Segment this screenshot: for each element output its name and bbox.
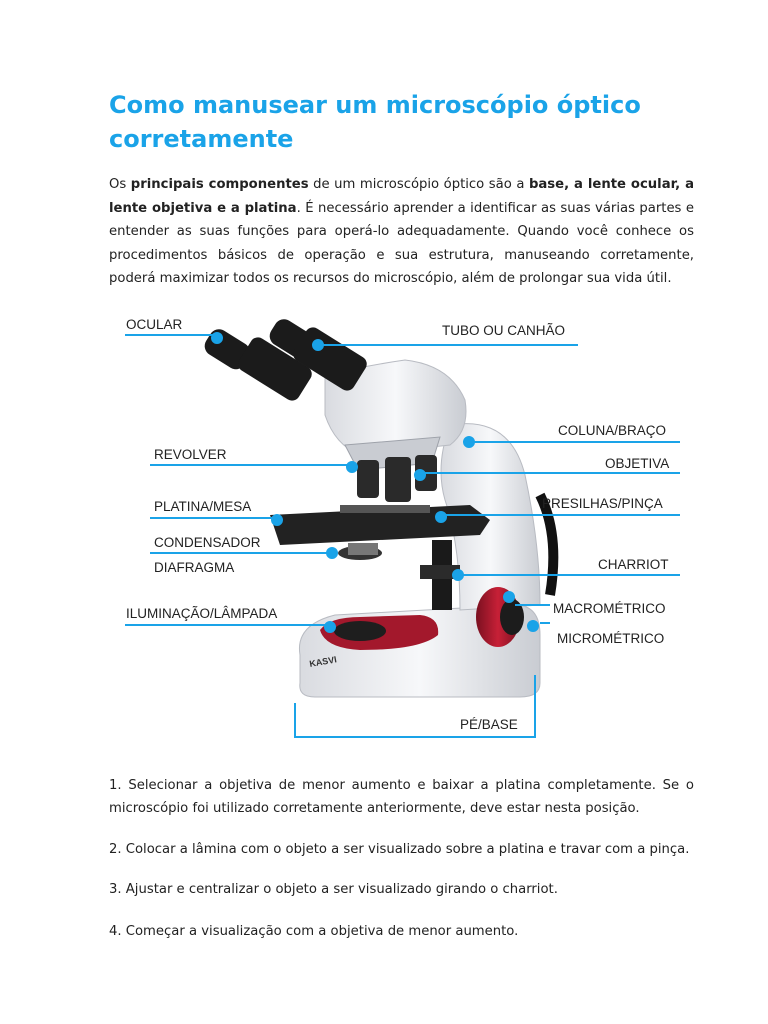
label-ocular: OCULAR bbox=[126, 317, 183, 332]
label-revolver: REVOLVER bbox=[154, 447, 227, 462]
intro-bold-1: principais componentes bbox=[130, 177, 309, 192]
label-macrometrico: MACROMÉTRICO bbox=[553, 601, 666, 616]
step-2: 2. Colocar a lâmina com o objeto a ser visualizado sobre a platina e travar com a pinça. bbox=[109, 842, 690, 857]
intro-bold-2: base, a lente ocular, a lente objetiva e a platina bbox=[109, 177, 695, 216]
page-title: Como manusear um microscópio óptico corretamente bbox=[109, 91, 641, 153]
intro-text-1: Os bbox=[109, 177, 131, 192]
microscope-illustration bbox=[201, 315, 553, 697]
intro-text-2: de um microscópio óptico são a bbox=[308, 177, 529, 192]
step-4: 4. Começar a visualização com a objetiva de menor aumento. bbox=[109, 924, 519, 939]
step-3: 3. Ajustar e centralizar o objeto a ser visualizado girando o charriot. bbox=[109, 882, 558, 897]
label-coluna: COLUNA/BRAÇO bbox=[558, 423, 667, 438]
label-objetiva: OBJETIVA bbox=[605, 456, 670, 471]
label-micrometrico: MICROMÉTRICO bbox=[557, 631, 665, 646]
label-iluminacao: ILUMINAÇÃO/LÂMPADA bbox=[126, 606, 278, 621]
intro-text-3: . É necessário aprender a identificar as suas várias partes e entender as suas funções para operá-lo adequadamente. Quando você conhece os procedimentos básicos de operação e sua estrutura, manuseando corretamente, poderá maximizar todos os recursos do microscópio, além de prolongar sua vida útil. bbox=[109, 200, 694, 286]
label-tubo: TUBO OU CANHÃO bbox=[442, 323, 566, 338]
step-1: 1. Selecionar a objetiva de menor aumento e baixar a platina completamente. Se o microscópio foi utilizado corretamente anteriormente, deve estar nesta posição. bbox=[109, 778, 694, 816]
label-diafragma: DIAFRAGMA bbox=[154, 560, 235, 575]
intro-paragraph bbox=[109, 173, 694, 291]
label-charriot: CHARRIOT bbox=[598, 557, 669, 572]
label-condensador: CONDENSADOR bbox=[154, 535, 261, 550]
brand-label: KASVI bbox=[308, 654, 338, 669]
microscope-figure bbox=[120, 305, 690, 750]
label-platina: PLATINA/MESA bbox=[154, 499, 252, 514]
label-base: PÉ/BASE bbox=[460, 717, 518, 732]
label-presilhas: PRESILHAS/PINÇA bbox=[542, 496, 663, 511]
